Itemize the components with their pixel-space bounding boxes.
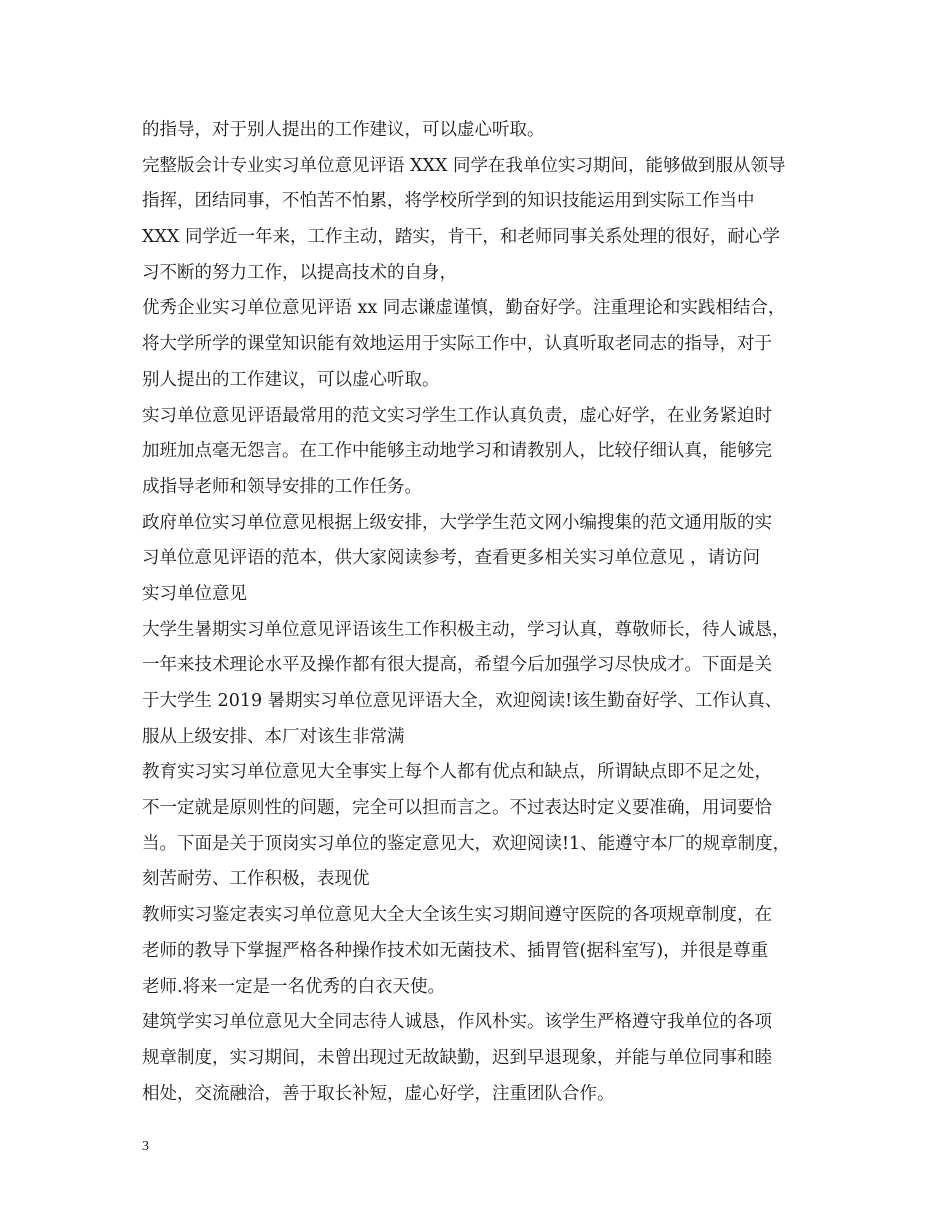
text-line: 别人提出的工作建议，可以虚心听取。 [142,369,440,390]
text-line: 成指导老师和领导安排的工作任务。 [142,476,422,497]
text-line: 实习单位意见评语最常用的范文实习学生工作认真负责，虚心好学，在业务紧迫时 [142,405,772,426]
text-line: 建筑学实习单位意见大全同志待人诚恳，作风朴实。该学生严格遵守我单位的各项 [142,1012,772,1033]
text-line: 于大学生 2019 暑期实习单位意见评语大全，欢迎阅读!该生勤奋好学、工作认真、 [142,691,783,711]
text-line: 老师.将来一定是一名优秀的白衣天使。 [142,976,446,997]
text-line: 老师的教导下掌握严格各种操作技术如无菌技术、插胃管(据科室写)，并很是尊重 [142,940,769,961]
text-line: XXX 同学近一年来，工作主动，踏实，肯干，和老师同事关系处理的很好，耐心学 [142,227,780,248]
text-line: 将大学所学的课堂知识能有效地运用于实际工作中，认真听取老同志的指导，对于 [142,334,772,355]
page-number: 3 [142,1139,149,1154]
text-line: 教师实习鉴定表实习单位意见大全大全该生实习期间遵守医院的各项规章制度，在 [142,905,772,926]
text-line: 习单位意见评语的范本，供大家阅读参考，查看更多相关实习单位意见 ，请访问 [142,548,761,569]
text-line: 加班加点毫无怨言。在工作中能够主动地学习和请教别人，比较仔细认真，能够完 [142,441,772,462]
text-line: 大学生暑期实习单位意见评语该生工作积极主动，学习认真，尊敬师长，待人诚恳， [142,619,790,640]
text-line: 规章制度，实习期间，未曾出现过无故缺勤，迟到早退现象，并能与单位同事和睦 [142,1047,772,1068]
text-line: 服从上级安排、本厂对该生非常满 [142,726,405,747]
text-line: 不一定就是原则性的问题，完全可以担而言之。不过表达时定义要准确，用词要恰 [142,798,772,819]
body-text [142,113,828,1112]
text-line: 教育实习实习单位意见大全事实上每个人都有优点和缺点，所谓缺点即不足之处， [142,762,772,783]
text-line: 指挥，团结同事，不怕苦不怕累，将学校所学到的知识技能运用到实际工作当中 [142,191,755,212]
text-line: 一年来技术理论水平及操作都有很大提高，希望今后加强学习尽快成才。下面是关 [142,655,772,676]
text-line: 当。下面是关于顶岗实习单位的鉴定意见大，欢迎阅读!1、能遵守本厂的规章制度， [142,833,791,854]
text-line: 相处，交流融洽，善于取长补短，虚心好学，注重团队合作。 [142,1083,615,1104]
text-line: 政府单位实习单位意见根据上级安排，大学学生范文网小编搜集的范文通用版的实 [142,512,772,533]
text-line: 的指导，对于别人提出的工作建议，可以虚心听取。 [142,120,545,140]
text-line: 习不断的努力工作，以提高技术的自身， [142,262,457,283]
text-line: 刻苦耐劳、工作积极，表现优 [142,869,370,890]
text-line: 完整版会计专业实习单位意见评语 XXX 同学在我单位实习期间，能够做到服从领导 [142,155,786,176]
text-line: 实习单位意见 [142,583,247,604]
text-line: 优秀企业实习单位意见评语 xx 同志谦虚谨慎，勤奋好学。注重理论和实践相结合， [142,298,786,319]
